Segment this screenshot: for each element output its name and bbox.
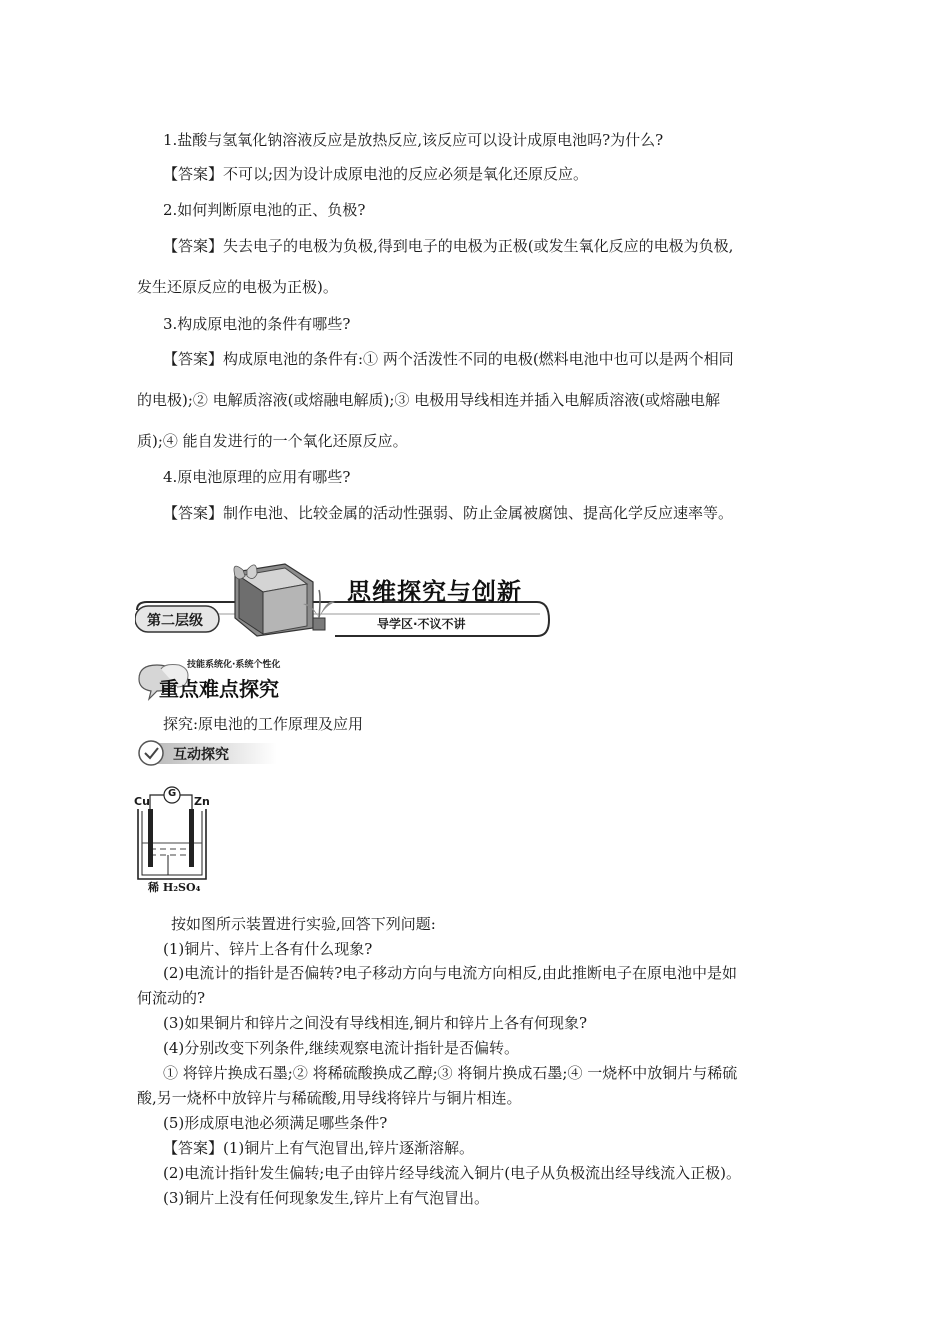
answer-3-line-2: 的电极);② 电解质溶液(或熔融电解质);③ 电极用导线相连并插入电解质溶液(或熔融电解 [137, 391, 721, 409]
exercise-q1: (1)铜片、锌片上各有什么现象? [163, 940, 373, 958]
level-label: 第二层级 [147, 613, 203, 629]
exercise-q4-conditions-1: ① 将锌片换成石墨;② 将稀硫酸换成乙醇;③ 将铜片换成石墨;④ 一烧杯中放铜片与稀硫 [163, 1064, 738, 1082]
solution-label [148, 879, 200, 895]
interactive-label-text: 互动探究 [173, 747, 229, 763]
question-3: 3.构成原电池的条件有哪些? [163, 315, 351, 333]
solution-prefix: 稀 [148, 881, 163, 894]
question-2: 2.如何判断原电池的正、负极? [163, 201, 366, 219]
exercise-answer-2: (2)电流计指针发生偏转;电子由锌片经导线流入铜片(电子从负极流出经导线流入正极)。 [163, 1164, 742, 1182]
exercise-q5: (5)形成原电池必须满足哪些条件? [163, 1114, 388, 1132]
exercise-answer-1: 【答案】(1)铜片上有气泡冒出,锌片逐渐溶解。 [163, 1139, 475, 1157]
exercise-intro: 按如图所示装置进行实验,回答下列问题: [171, 915, 436, 933]
answer-4: 【答案】制作电池、比较金属的活动性强弱、防止金属被腐蚀、提高化学反应速率等。 [163, 504, 734, 522]
question-1: 1.盐酸与氢氧化钠溶液反应是放热反应,该反应可以设计成原电池吗?为什么? [163, 131, 664, 149]
answer-2-line-2: 发生还原反应的电极为正极)。 [137, 278, 338, 296]
banner-title: 思维探究与创新 [347, 578, 522, 606]
topic-line: 探究:原电池的工作原理及应用 [163, 715, 364, 733]
exercise-q4: (4)分别改变下列条件,继续观察电流计指针是否偏转。 [163, 1039, 520, 1057]
exercise-answer-3: (3)铜片上没有任何现象发生,锌片上有气泡冒出。 [163, 1189, 490, 1207]
level-banner [135, 562, 555, 642]
section-title: 重点难点探究 [159, 677, 279, 701]
cu-label: Cu [134, 795, 150, 808]
exercise-q2-line-2: 何流动的? [137, 989, 206, 1007]
question-4: 4.原电池原理的应用有哪些? [163, 468, 351, 486]
answer-3-line-1: 【答案】构成原电池的条件有:① 两个活泼性不同的电极(燃料电池中也可以是两个相同 [163, 350, 734, 368]
exercise-q3: (3)如果铜片和锌片之间没有导线相连,铜片和锌片上各有何现象? [163, 1014, 588, 1032]
galvanometer-label: G [168, 788, 177, 799]
solution-formula: H₂SO₄ [162, 881, 201, 894]
zinc-electrode [189, 809, 194, 867]
galvanic-cell-diagram [132, 783, 212, 893]
interactive-label [137, 738, 277, 768]
section-header [135, 657, 315, 702]
copper-electrode [148, 809, 153, 867]
section-small-caption: 技能系统化·系统个性化 [187, 660, 281, 670]
zn-label: Zn [194, 795, 210, 808]
answer-2-line-1: 【答案】失去电子的电极为负极,得到电子的电极为正极(或发生氧化反应的电极为负极, [163, 237, 734, 255]
banner-subtitle: 导学区·不议不讲 [377, 617, 466, 631]
exercise-q4-conditions-2: 酸,另一烧杯中放锌片与稀硫酸,用导线将锌片与铜片相连。 [137, 1089, 522, 1107]
answer-3-line-3: 质);④ 能自发进行的一个氧化还原反应。 [137, 432, 408, 450]
answer-1: 【答案】不可以;因为设计成原电池的反应必须是氧化还原反应。 [163, 165, 589, 183]
exercise-q2-line-1: (2)电流计的指针是否偏转?电子移动方向与电流方向相反,由此推断电子在原电池中是如 [163, 964, 738, 982]
